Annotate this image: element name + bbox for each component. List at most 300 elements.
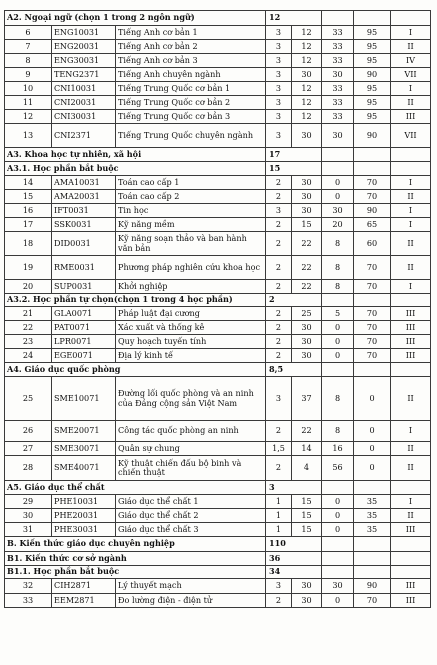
- course-self-study-hours: 70: [354, 594, 391, 608]
- course-practice-hours: 16: [322, 442, 354, 456]
- course-row: [5, 421, 431, 442]
- course-index: 15: [5, 190, 52, 204]
- course-self-study-hours: 70: [354, 307, 391, 321]
- course-row: [5, 54, 431, 68]
- course-row: [5, 594, 431, 608]
- section-credit-total: 15: [266, 162, 322, 176]
- empty-cell: [322, 294, 354, 307]
- empty-cell: [391, 481, 431, 495]
- course-index: 23: [5, 335, 52, 349]
- empty-cell: [354, 537, 391, 552]
- course-theory-hours: 15: [292, 495, 322, 509]
- course-code: CNI2371: [52, 124, 116, 148]
- course-index: 31: [5, 523, 52, 537]
- course-credits: 2: [266, 176, 292, 190]
- course-name: Đo lường điện - điện tử: [116, 594, 266, 608]
- course-practice-hours: 0: [322, 349, 354, 363]
- course-semester: I: [391, 176, 431, 190]
- course-semester: I: [391, 82, 431, 96]
- course-index: 33: [5, 594, 52, 608]
- course-practice-hours: 0: [322, 509, 354, 523]
- course-code: PHE30031: [52, 523, 116, 537]
- course-semester: IV: [391, 54, 431, 68]
- course-row: [5, 26, 431, 40]
- course-self-study-hours: 0: [354, 456, 391, 481]
- section-credit-total: 34: [266, 566, 322, 579]
- course-self-study-hours: 95: [354, 110, 391, 124]
- empty-cell: [354, 363, 391, 377]
- course-theory-hours: 30: [292, 68, 322, 82]
- course-semester: I: [391, 495, 431, 509]
- course-semester: I: [391, 26, 431, 40]
- section-credit-total: 8,5: [266, 363, 322, 377]
- course-name: Địa lý kinh tế: [116, 349, 266, 363]
- empty-cell: [391, 552, 431, 566]
- section-title: B. Kiến thức giáo dục chuyên nghiệp: [5, 537, 266, 552]
- course-self-study-hours: 35: [354, 509, 391, 523]
- course-theory-hours: 30: [292, 190, 322, 204]
- course-code: CNI10031: [52, 82, 116, 96]
- course-semester: VII: [391, 124, 431, 148]
- course-semester: II: [391, 442, 431, 456]
- course-index: 8: [5, 54, 52, 68]
- section-credit-total: 2: [266, 294, 322, 307]
- course-code: SME30071: [52, 442, 116, 456]
- course-semester: III: [391, 349, 431, 363]
- course-code: ENG30031: [52, 54, 116, 68]
- course-credits: 2: [266, 190, 292, 204]
- course-self-study-hours: 70: [354, 335, 391, 349]
- course-practice-hours: 33: [322, 40, 354, 54]
- course-theory-hours: 12: [292, 26, 322, 40]
- course-self-study-hours: 90: [354, 204, 391, 218]
- course-self-study-hours: 60: [354, 232, 391, 256]
- empty-cell: [322, 162, 354, 176]
- course-name: Tiếng Trung Quốc chuyên ngành: [116, 124, 266, 148]
- empty-cell: [391, 363, 431, 377]
- course-code: TENG2371: [52, 68, 116, 82]
- section-row: [5, 148, 431, 162]
- course-index: 12: [5, 110, 52, 124]
- course-credits: 2: [266, 232, 292, 256]
- course-semester: III: [391, 335, 431, 349]
- course-self-study-hours: 70: [354, 349, 391, 363]
- course-credits: 3: [266, 96, 292, 110]
- section-row: [5, 162, 431, 176]
- course-practice-hours: 30: [322, 579, 354, 594]
- course-semester: VII: [391, 68, 431, 82]
- course-semester: III: [391, 594, 431, 608]
- course-row: [5, 579, 431, 594]
- course-theory-hours: 12: [292, 110, 322, 124]
- course-self-study-hours: 0: [354, 442, 391, 456]
- course-self-study-hours: 35: [354, 523, 391, 537]
- course-row: [5, 256, 431, 280]
- course-row: [5, 442, 431, 456]
- course-index: 21: [5, 307, 52, 321]
- course-credits: 2: [266, 321, 292, 335]
- course-self-study-hours: 90: [354, 68, 391, 82]
- course-row: [5, 40, 431, 54]
- course-theory-hours: 22: [292, 232, 322, 256]
- course-theory-hours: 30: [292, 349, 322, 363]
- course-theory-hours: 12: [292, 40, 322, 54]
- course-index: 13: [5, 124, 52, 148]
- course-practice-hours: 30: [322, 68, 354, 82]
- course-credits: 3: [266, 110, 292, 124]
- course-semester: I: [391, 204, 431, 218]
- empty-cell: [354, 294, 391, 307]
- course-self-study-hours: 65: [354, 218, 391, 232]
- course-code: PHE20031: [52, 509, 116, 523]
- course-credits: 2: [266, 335, 292, 349]
- course-index: 14: [5, 176, 52, 190]
- course-code: RME0031: [52, 256, 116, 280]
- section-row: [5, 566, 431, 579]
- course-name: Tiếng Trung Quốc cơ bản 3: [116, 110, 266, 124]
- course-row: [5, 509, 431, 523]
- course-name: Toán cao cấp 1: [116, 176, 266, 190]
- empty-cell: [354, 162, 391, 176]
- course-code: SME20071: [52, 421, 116, 442]
- course-credits: 3: [266, 68, 292, 82]
- course-practice-hours: 0: [322, 523, 354, 537]
- course-credits: 2: [266, 456, 292, 481]
- course-practice-hours: 0: [322, 335, 354, 349]
- course-semester: II: [391, 377, 431, 421]
- empty-cell: [322, 481, 354, 495]
- course-name: Giáo dục thể chất 3: [116, 523, 266, 537]
- empty-cell: [354, 481, 391, 495]
- empty-cell: [354, 566, 391, 579]
- course-theory-hours: 30: [292, 204, 322, 218]
- section-title: A4. Giáo dục quốc phòng: [5, 363, 266, 377]
- course-credits: 2: [266, 218, 292, 232]
- course-credits: 1: [266, 509, 292, 523]
- section-credit-total: 110: [266, 537, 322, 552]
- section-credit-total: 17: [266, 148, 322, 162]
- course-index: 29: [5, 495, 52, 509]
- course-credits: 3: [266, 579, 292, 594]
- empty-cell: [322, 566, 354, 579]
- course-index: 16: [5, 204, 52, 218]
- course-semester: II: [391, 190, 431, 204]
- empty-cell: [322, 11, 354, 26]
- course-practice-hours: 0: [322, 190, 354, 204]
- section-credit-total: 12: [266, 11, 322, 26]
- course-index: 27: [5, 442, 52, 456]
- section-credit-total: 36: [266, 552, 322, 566]
- course-row: [5, 204, 431, 218]
- course-self-study-hours: 0: [354, 421, 391, 442]
- course-practice-hours: 8: [322, 256, 354, 280]
- course-name: Đường lối quốc phòng và an ninh của Đảng cộng sản Việt Nam: [116, 377, 266, 421]
- course-self-study-hours: 0: [354, 377, 391, 421]
- course-index: 18: [5, 232, 52, 256]
- course-semester: III: [391, 579, 431, 594]
- section-row: [5, 363, 431, 377]
- empty-cell: [391, 537, 431, 552]
- course-self-study-hours: 70: [354, 256, 391, 280]
- section-title: A2. Ngoại ngữ (chọn 1 trong 2 ngôn ngữ): [5, 11, 266, 26]
- course-semester: III: [391, 523, 431, 537]
- section-row: [5, 537, 431, 552]
- course-practice-hours: 8: [322, 280, 354, 294]
- course-practice-hours: 33: [322, 96, 354, 110]
- empty-cell: [322, 537, 354, 552]
- section-row: [5, 552, 431, 566]
- course-row: [5, 349, 431, 363]
- course-index: 30: [5, 509, 52, 523]
- course-practice-hours: 33: [322, 110, 354, 124]
- section-title: A3. Khoa học tự nhiên, xã hội: [5, 148, 266, 162]
- course-code: GLA0071: [52, 307, 116, 321]
- course-theory-hours: 22: [292, 280, 322, 294]
- course-credits: 1: [266, 523, 292, 537]
- course-practice-hours: 33: [322, 82, 354, 96]
- course-row: [5, 190, 431, 204]
- course-code: ENG10031: [52, 26, 116, 40]
- course-index: 25: [5, 377, 52, 421]
- course-code: SME10071: [52, 377, 116, 421]
- course-credits: 3: [266, 40, 292, 54]
- course-theory-hours: 14: [292, 442, 322, 456]
- course-name: Lý thuyết mạch: [116, 579, 266, 594]
- course-self-study-hours: 90: [354, 124, 391, 148]
- course-name: Công tác quốc phòng an ninh: [116, 421, 266, 442]
- course-row: [5, 456, 431, 481]
- course-practice-hours: 8: [322, 421, 354, 442]
- course-name: Quy hoạch tuyến tính: [116, 335, 266, 349]
- empty-cell: [354, 148, 391, 162]
- course-index: 22: [5, 321, 52, 335]
- course-name: Quân sự chung: [116, 442, 266, 456]
- course-row: [5, 82, 431, 96]
- course-credits: 3: [266, 26, 292, 40]
- course-semester: II: [391, 509, 431, 523]
- course-index: 7: [5, 40, 52, 54]
- course-row: [5, 495, 431, 509]
- course-theory-hours: 12: [292, 54, 322, 68]
- course-theory-hours: 15: [292, 218, 322, 232]
- course-practice-hours: 8: [322, 232, 354, 256]
- course-row: [5, 232, 431, 256]
- course-index: 6: [5, 26, 52, 40]
- course-code: SME40071: [52, 456, 116, 481]
- course-name: Phương pháp nghiên cứu khoa học: [116, 256, 266, 280]
- course-code: SUP0031: [52, 280, 116, 294]
- course-practice-hours: 20: [322, 218, 354, 232]
- course-code: PHE10031: [52, 495, 116, 509]
- course-name: Tiếng Anh chuyên ngành: [116, 68, 266, 82]
- course-self-study-hours: 95: [354, 26, 391, 40]
- course-row: [5, 280, 431, 294]
- course-code: PAT0071: [52, 321, 116, 335]
- course-self-study-hours: 70: [354, 190, 391, 204]
- course-code: CIH2871: [52, 579, 116, 594]
- course-row: [5, 176, 431, 190]
- course-self-study-hours: 95: [354, 40, 391, 54]
- course-name: Tiếng Anh cơ bản 2: [116, 40, 266, 54]
- course-semester: II: [391, 40, 431, 54]
- empty-cell: [391, 11, 431, 26]
- section-title: A5. Giáo dục thể chất: [5, 481, 266, 495]
- course-semester: II: [391, 456, 431, 481]
- section-row: [5, 11, 431, 26]
- course-practice-hours: 0: [322, 176, 354, 190]
- course-theory-hours: 30: [292, 579, 322, 594]
- course-credits: 2: [266, 256, 292, 280]
- course-row: [5, 377, 431, 421]
- course-semester: I: [391, 280, 431, 294]
- course-practice-hours: 0: [322, 495, 354, 509]
- section-title: A3.1. Học phần bắt buộc: [5, 162, 266, 176]
- empty-cell: [354, 552, 391, 566]
- course-theory-hours: 22: [292, 256, 322, 280]
- empty-cell: [322, 148, 354, 162]
- course-row: [5, 218, 431, 232]
- course-self-study-hours: 70: [354, 321, 391, 335]
- course-code: IFT0031: [52, 204, 116, 218]
- course-row: [5, 96, 431, 110]
- course-theory-hours: 30: [292, 124, 322, 148]
- course-row: [5, 68, 431, 82]
- course-name: Tiếng Trung Quốc cơ bản 2: [116, 96, 266, 110]
- course-semester: I: [391, 421, 431, 442]
- course-row: [5, 124, 431, 148]
- course-semester: I: [391, 218, 431, 232]
- course-code: CNI30031: [52, 110, 116, 124]
- course-row: [5, 110, 431, 124]
- course-row: [5, 321, 431, 335]
- course-credits: 3: [266, 82, 292, 96]
- course-semester: II: [391, 96, 431, 110]
- course-self-study-hours: 95: [354, 82, 391, 96]
- course-self-study-hours: 90: [354, 579, 391, 594]
- course-practice-hours: 8: [322, 377, 354, 421]
- course-credits: 3: [266, 124, 292, 148]
- course-index: 20: [5, 280, 52, 294]
- section-row: [5, 294, 431, 307]
- course-row: [5, 335, 431, 349]
- course-semester: III: [391, 321, 431, 335]
- course-practice-hours: 0: [322, 321, 354, 335]
- empty-cell: [354, 11, 391, 26]
- course-index: 17: [5, 218, 52, 232]
- course-row: [5, 523, 431, 537]
- course-semester: III: [391, 307, 431, 321]
- section-credit-total: 3: [266, 481, 322, 495]
- course-name: Giáo dục thể chất 2: [116, 509, 266, 523]
- course-self-study-hours: 95: [354, 54, 391, 68]
- course-semester: II: [391, 256, 431, 280]
- course-name: Pháp luật đại cương: [116, 307, 266, 321]
- course-self-study-hours: 70: [354, 176, 391, 190]
- curriculum-table: [4, 10, 431, 608]
- course-code: CNI20031: [52, 96, 116, 110]
- course-credits: 1,5: [266, 442, 292, 456]
- course-index: 11: [5, 96, 52, 110]
- course-name: Tiếng Trung Quốc cơ bản 1: [116, 82, 266, 96]
- course-theory-hours: 25: [292, 307, 322, 321]
- course-name: Toán cao cấp 2: [116, 190, 266, 204]
- course-code: LPR0071: [52, 335, 116, 349]
- course-practice-hours: 30: [322, 204, 354, 218]
- section-title: B1. Kiến thức cơ sở ngành: [5, 552, 266, 566]
- course-row: [5, 307, 431, 321]
- course-code: EGE0071: [52, 349, 116, 363]
- empty-cell: [391, 566, 431, 579]
- course-theory-hours: 30: [292, 594, 322, 608]
- course-name: Kỹ năng mềm: [116, 218, 266, 232]
- course-credits: 2: [266, 307, 292, 321]
- course-index: 19: [5, 256, 52, 280]
- empty-cell: [322, 552, 354, 566]
- course-credits: 2: [266, 280, 292, 294]
- course-name: Khởi nghiệp: [116, 280, 266, 294]
- course-index: 26: [5, 421, 52, 442]
- course-practice-hours: 56: [322, 456, 354, 481]
- course-name: Tiếng Anh cơ bản 1: [116, 26, 266, 40]
- course-name: Kỹ năng soạn thảo và ban hành văn bản: [116, 232, 266, 256]
- course-self-study-hours: 70: [354, 280, 391, 294]
- course-code: AMA20031: [52, 190, 116, 204]
- course-name: Tin học: [116, 204, 266, 218]
- course-index: 10: [5, 82, 52, 96]
- course-credits: 3: [266, 54, 292, 68]
- course-theory-hours: 30: [292, 321, 322, 335]
- course-credits: 2: [266, 349, 292, 363]
- course-code: ENG20031: [52, 40, 116, 54]
- empty-cell: [391, 162, 431, 176]
- course-theory-hours: 12: [292, 82, 322, 96]
- empty-cell: [322, 363, 354, 377]
- section-title: B1.1. Học phần bắt buộc: [5, 566, 266, 579]
- course-practice-hours: 33: [322, 54, 354, 68]
- course-name: Kỹ thuật chiến đấu bộ binh và chiến thuật: [116, 456, 266, 481]
- course-credits: 2: [266, 421, 292, 442]
- course-self-study-hours: 95: [354, 96, 391, 110]
- course-theory-hours: 30: [292, 176, 322, 190]
- course-code: SSK0031: [52, 218, 116, 232]
- course-index: 32: [5, 579, 52, 594]
- course-credits: 3: [266, 204, 292, 218]
- course-code: AMA10031: [52, 176, 116, 190]
- course-practice-hours: 5: [322, 307, 354, 321]
- course-practice-hours: 33: [322, 26, 354, 40]
- section-row: [5, 481, 431, 495]
- course-self-study-hours: 35: [354, 495, 391, 509]
- course-name: Tiếng Anh cơ bản 3: [116, 54, 266, 68]
- section-title: A3.2. Học phần tự chọn(chọn 1 trong 4 học phần): [5, 294, 266, 307]
- course-practice-hours: 30: [322, 124, 354, 148]
- course-name: Giáo dục thể chất 1: [116, 495, 266, 509]
- course-semester: II: [391, 232, 431, 256]
- course-code: DID0031: [52, 232, 116, 256]
- course-theory-hours: 22: [292, 421, 322, 442]
- course-theory-hours: 15: [292, 509, 322, 523]
- course-index: 28: [5, 456, 52, 481]
- empty-cell: [391, 148, 431, 162]
- course-credits: 1: [266, 495, 292, 509]
- course-code: EEM2871: [52, 594, 116, 608]
- course-name: Xác xuất và thống kê: [116, 321, 266, 335]
- course-theory-hours: 15: [292, 523, 322, 537]
- course-index: 9: [5, 68, 52, 82]
- course-theory-hours: 4: [292, 456, 322, 481]
- course-theory-hours: 30: [292, 335, 322, 349]
- course-theory-hours: 37: [292, 377, 322, 421]
